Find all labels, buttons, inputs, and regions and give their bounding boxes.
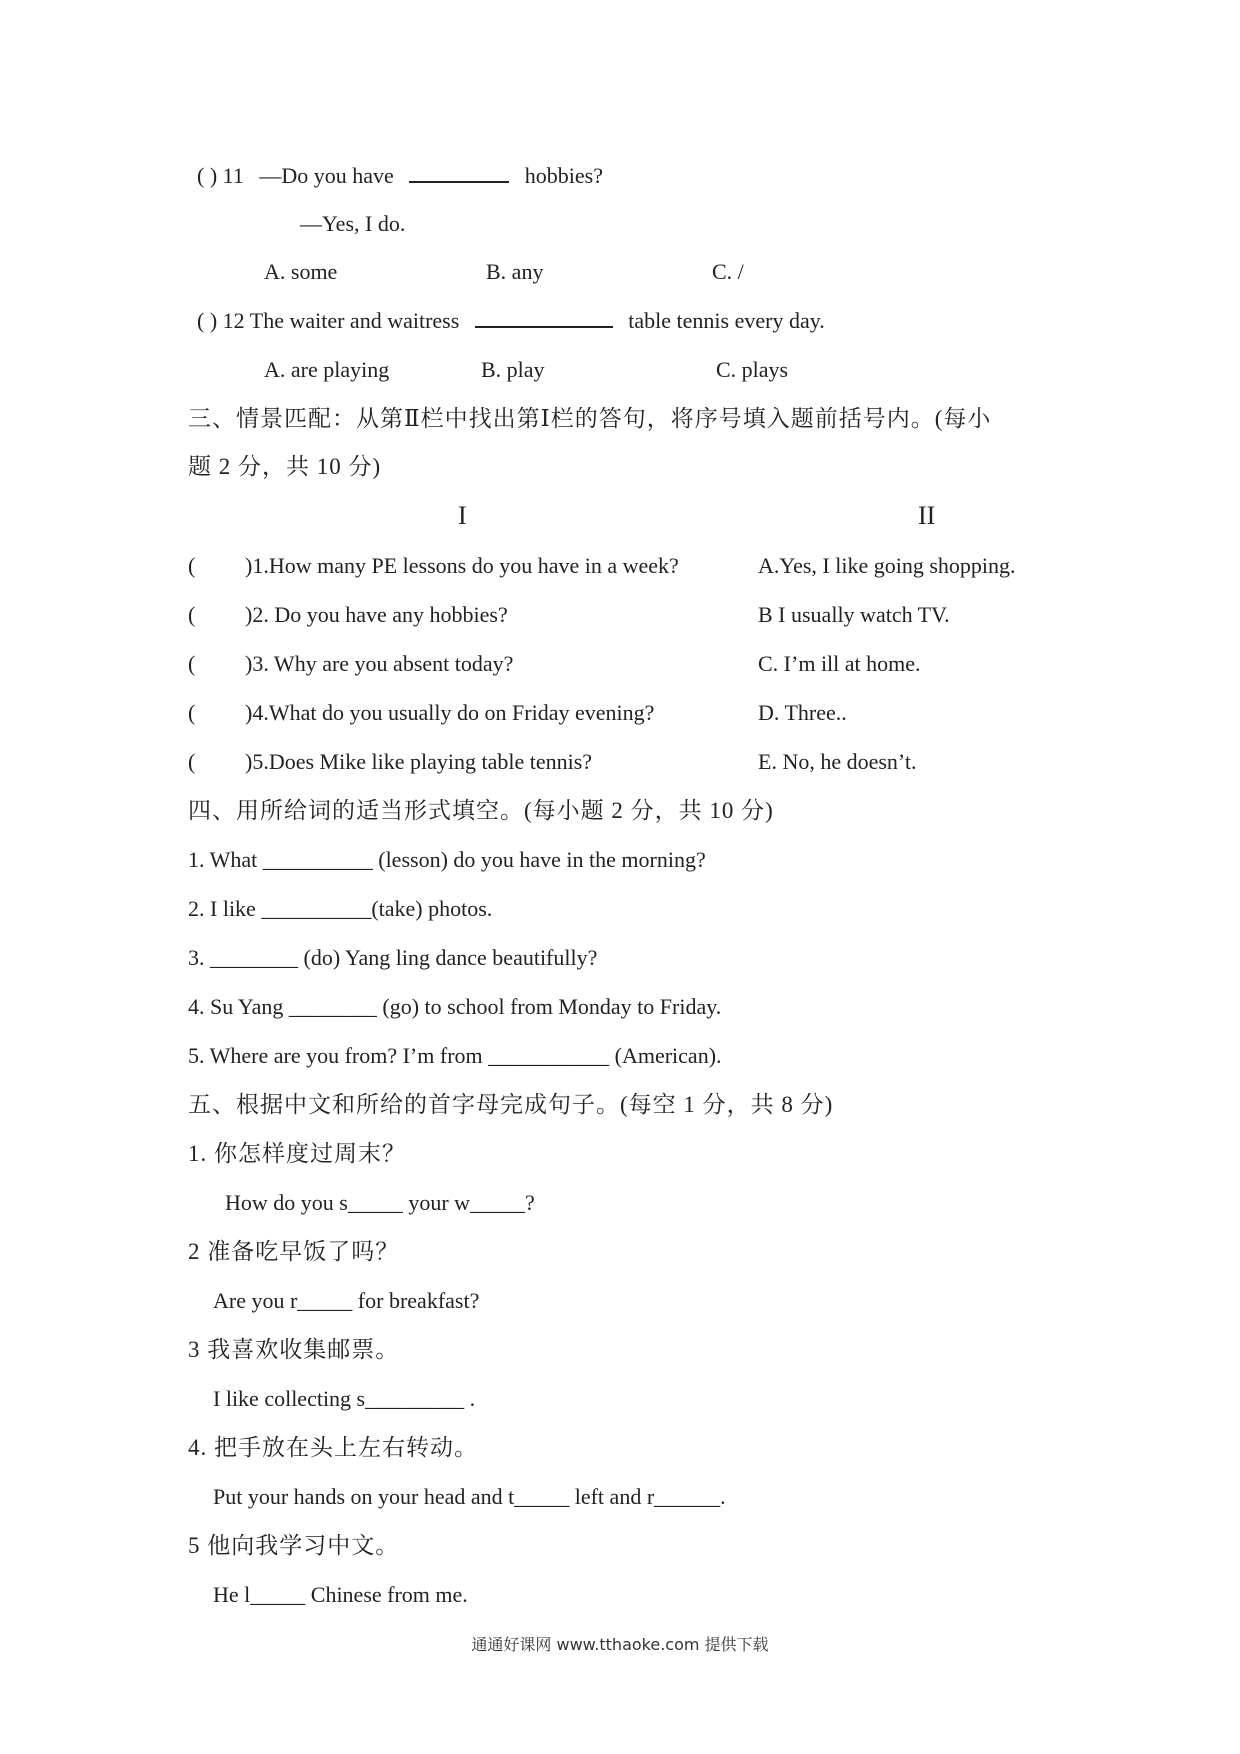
q11-option-c: C. / — [712, 259, 744, 284]
sec3-row5-question: )5.Does Mike like playing table tennis? — [245, 749, 593, 774]
sec3-col-i: I — [458, 501, 467, 530]
q12-option-c: C. plays — [716, 357, 789, 382]
sec4-item-5: 5. Where are you from? I’m from ___________ (American). — [188, 1043, 722, 1068]
sec3-row2-paren: ( — [188, 602, 196, 627]
q11-blank — [409, 163, 509, 183]
sec3-row3-answer: C. I’m ill at home. — [758, 651, 921, 676]
sec3-col-ii: II — [918, 501, 936, 530]
sec3-row2-answer: B I usually watch TV. — [758, 602, 950, 627]
sec4-title: 四、用所给词的适当形式填空。(每小题 2 分，共 10 分) — [188, 798, 774, 823]
sec5-item-3-en: I like collecting s_________ . — [213, 1386, 476, 1411]
q12-option-a: A. are playing — [264, 357, 390, 382]
sec3-row4-question: )4.What do you usually do on Friday evening? — [245, 700, 655, 725]
sec3-row4-paren: ( — [188, 700, 196, 725]
q12-option-b: B. play — [481, 357, 545, 382]
q11-question-pre: —Do you have — [259, 163, 394, 188]
sec5-item-2-cn: 2 准备吃早饭了吗？ — [188, 1239, 400, 1264]
q11-paren: ( ) 11 — [197, 163, 244, 188]
q11-option-b: B. any — [486, 259, 544, 284]
sec5-item-4-en: Put your hands on your head and t_____ left and r______. — [213, 1484, 726, 1509]
q11-reply: —Yes, I do. — [300, 211, 406, 236]
sec3-row3-question: )3. Why are you absent today? — [245, 651, 514, 676]
sec3-row1-answer: A.Yes, I like going shopping. — [758, 553, 1016, 578]
q12-question-post: table tennis every day. — [628, 308, 825, 333]
footer-credit: 通通好课网 www.tthaoke.com 提供下载 — [471, 1635, 769, 1654]
sec3-title-line1: 三、情景匹配：从第Ⅱ栏中找出第Ⅰ栏的答句，将序号填入题前括号内。(每小 — [188, 406, 992, 431]
sec5-item-5-en: He l_____ Chinese from me. — [213, 1582, 468, 1607]
sec5-item-3-cn: 3 我喜欢收集邮票。 — [188, 1337, 400, 1362]
sec3-row5-answer: E. No, he doesn’t. — [758, 749, 917, 774]
sec3-row4-answer: D. Three.. — [758, 700, 847, 725]
sec3-row1-question: )1.How many PE lessons do you have in a week? — [245, 553, 679, 578]
sec5-item-1-cn: 1. 你怎样度过周末？ — [188, 1141, 406, 1166]
q11-option-a: A. some — [264, 259, 338, 284]
sec3-row3-paren: ( — [188, 651, 196, 676]
sec4-item-1: 1. What __________ (lesson) do you have in the morning? — [188, 847, 706, 872]
q12-line — [197, 307, 825, 335]
sec5-item-4-cn: 4. 把手放在头上左右转动。 — [188, 1435, 478, 1460]
sec5-item-2-en: Are you r_____ for breakfast? — [213, 1288, 480, 1313]
sec5-title: 五、根据中文和所给的首字母完成句子。(每空 1 分，共 8 分) — [188, 1092, 834, 1117]
sec5-item-1-en: How do you s_____ your w_____? — [225, 1190, 535, 1215]
sec3-row2-question: )2. Do you have any hobbies? — [245, 602, 508, 627]
sec4-item-3: 3. ________ (do) Yang ling dance beautifully? — [188, 945, 598, 970]
q11-question-post: hobbies? — [524, 163, 603, 188]
q12-question-pre: ( ) 12 The waiter and waitress — [197, 308, 460, 333]
sec3-row5-paren: ( — [188, 749, 196, 774]
sec3-title-line2: 题 2 分，共 10 分) — [188, 454, 382, 479]
q11-line — [197, 162, 613, 190]
sec4-item-2: 2. I like __________(take) photos. — [188, 896, 493, 921]
q12-blank — [475, 308, 613, 328]
sec5-item-5-cn: 5 他向我学习中文。 — [188, 1533, 400, 1558]
sec3-row1-paren: ( — [188, 553, 196, 578]
sec4-item-4: 4. Su Yang ________ (go) to school from Monday to Friday. — [188, 994, 722, 1019]
